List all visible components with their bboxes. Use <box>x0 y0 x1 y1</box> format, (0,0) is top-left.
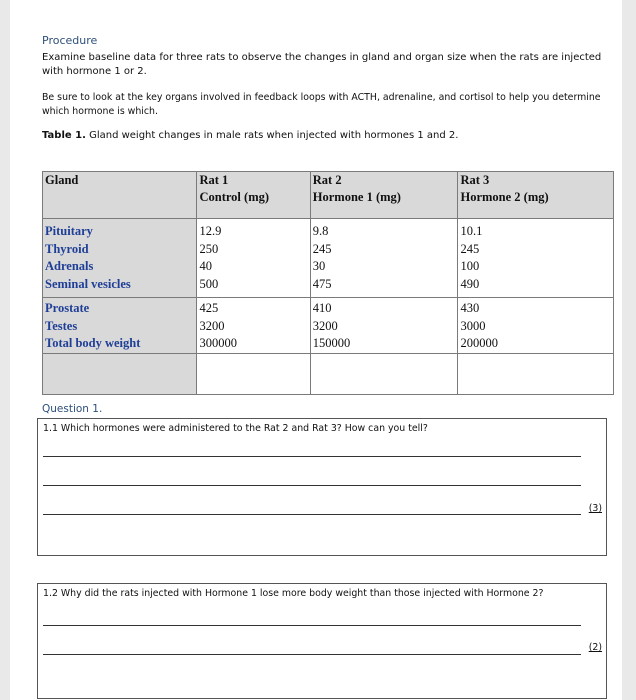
answer-line[interactable] <box>43 485 581 486</box>
procedure-heading: Procedure <box>42 34 98 47</box>
table-row <box>43 298 614 354</box>
procedure-note: Be sure to look at the key organs involved in feedback loops with ACTH, adrenaline, and cortisol to help you determine which hormone is which. <box>42 92 601 117</box>
rat3-cell: 430 3000 200000 <box>458 298 614 354</box>
header-rat2: Rat 2 Hormone 1 (mg) <box>310 172 458 219</box>
table-caption-text: Gland weight changes in male rats when injected with hormones 1 and 2. <box>85 130 459 141</box>
header-gland: Gland <box>43 172 197 219</box>
rat2-cell-empty <box>310 353 458 394</box>
question-1-2-box <box>37 583 607 699</box>
rat2-cell: 9.8 245 30 475 <box>310 219 458 298</box>
page-margin-right <box>622 0 636 700</box>
answer-line[interactable] <box>43 456 581 457</box>
rat1-cell: 425 3200 300000 <box>197 298 310 354</box>
question-heading: Question 1. <box>42 403 103 415</box>
answer-line[interactable] <box>43 514 581 515</box>
gland-cell: Prostate Testes Total body weight <box>43 298 197 354</box>
gland-cell-empty <box>43 353 197 394</box>
page-margin-left <box>0 0 10 700</box>
table-caption <box>42 130 458 141</box>
rat3-cell: 10.1 245 100 490 <box>458 219 614 298</box>
question-1-1-marks: (3) <box>588 503 602 514</box>
question-1-1-box <box>37 418 607 556</box>
header-rat1: Rat 1 Control (mg) <box>197 172 310 219</box>
table-header-row <box>43 172 614 219</box>
procedure-intro: Examine baseline data for three rats to observe the changes in gland and organ size when the rats are injected with hormone 1 or 2. <box>42 52 602 77</box>
header-rat3: Rat 3 Hormone 2 (mg) <box>458 172 614 219</box>
gland-cell: Pituitary Thyroid Adrenals Seminal vesicles <box>43 219 197 298</box>
rat3-cell-empty <box>458 353 614 394</box>
table-caption-label: Table 1. <box>42 130 86 141</box>
answer-line[interactable] <box>43 654 581 655</box>
table-row-empty <box>43 353 614 394</box>
rat1-cell: 12.9 250 40 500 <box>197 219 310 298</box>
rat1-cell-empty <box>197 353 310 394</box>
rat2-cell: 410 3200 150000 <box>310 298 458 354</box>
answer-line[interactable] <box>43 625 581 626</box>
gland-weight-table <box>42 171 614 395</box>
question-1-2-marks: (2) <box>588 642 602 653</box>
question-1-2-text: 1.2 Why did the rats injected with Hormone 1 lose more body weight than those injected with Hormone 2? <box>43 588 544 599</box>
table-row <box>43 219 614 298</box>
document-page <box>10 0 622 700</box>
question-1-1-text: 1.1 Which hormones were administered to the Rat 2 and Rat 3? How can you tell? <box>43 423 428 434</box>
